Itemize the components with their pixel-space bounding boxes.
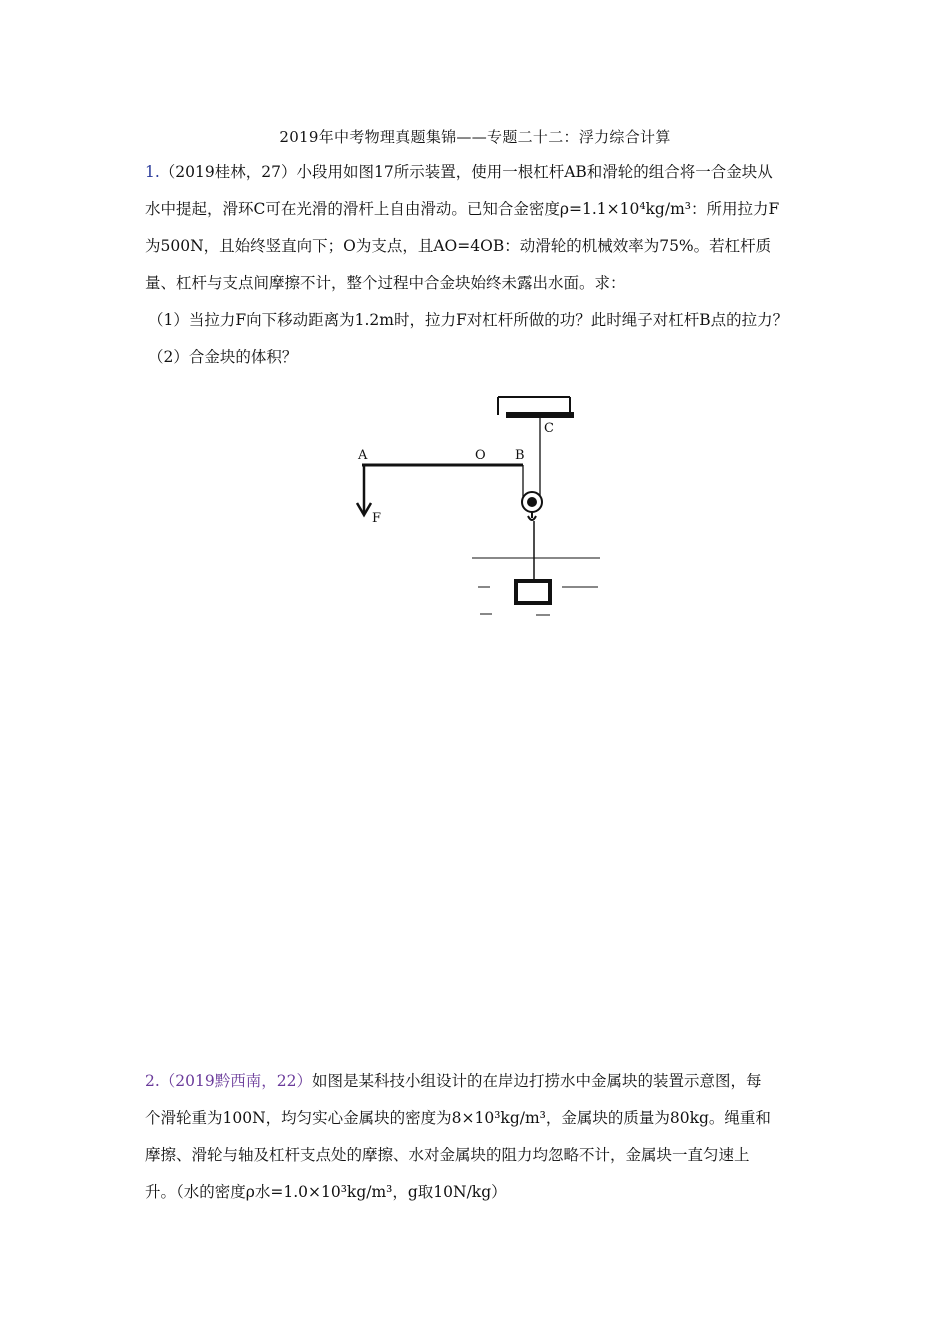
movable-pulley — [522, 492, 542, 520]
q1-line-1 — [145, 154, 813, 191]
label-a: A — [358, 448, 368, 463]
q1-line-2: 水中提起，滑环C可在光滑的滑杆上自由滑动。已知合金密度ρ=1.1×10⁴kg/m³：所用拉力F — [145, 200, 780, 218]
q1-sub-question-1: （1）当拉力F向下移动距离为1.2m时，拉力F对杠杆所做的功？此时绳子对杠杆B点的拉力？ — [148, 311, 789, 329]
label-f: F — [372, 511, 382, 526]
q2-source: （2019黔西南，22） — [159, 1072, 312, 1090]
force-f-arrow — [357, 465, 371, 515]
label-o: O — [475, 448, 486, 463]
q2-line-2: 个滑轮重为100N，均匀实心金属块的密度为8×10³kg/m³，金属块的质量为80kg。绳重和 — [145, 1109, 771, 1127]
slide-rail — [498, 397, 574, 418]
q2-number: 2. — [145, 1072, 160, 1090]
q1-text-1: 小段用如图17所示装置，使用一根杠杆AB和滑轮的组合将一合金块从 — [296, 163, 773, 181]
q1-line-3: 为500N，且始终竖直向下；O为支点，且AO=4OB：动滑轮的机械效率为75%。若杠杆质 — [145, 237, 772, 255]
q2-line-3: 摩擦、滑轮与轴及杠杆支点处的摩擦、水对金属块的阻力均忽略不计，金属块一直匀速上 — [145, 1146, 750, 1164]
q2-line-4: 升。（水的密度ρ水=1.0×10³kg/m³，g取10N/kg） — [145, 1183, 507, 1201]
alloy-block — [516, 581, 550, 603]
q1-sub-question-2: （2）合金块的体积？ — [148, 348, 298, 366]
q1-line-4: 量、杠杆与支点间摩擦不计，整个过程中合金块始终未露出水面。求： — [145, 274, 626, 292]
q1-number: 1. — [145, 163, 160, 181]
q1-source: （2019桂林，27） — [159, 163, 297, 181]
q2-line-1 — [145, 1063, 813, 1100]
lever-pulley-figure — [340, 385, 620, 625]
label-c: C — [544, 421, 554, 436]
label-b: B — [515, 448, 525, 463]
page-title: 2019年中考物理真题集锦——专题二十二：浮力综合计算 — [279, 128, 671, 146]
q2-text-1: 如图是某科技小组设计的在岸边打捞水中金属块的装置示意图，每 — [311, 1072, 762, 1090]
